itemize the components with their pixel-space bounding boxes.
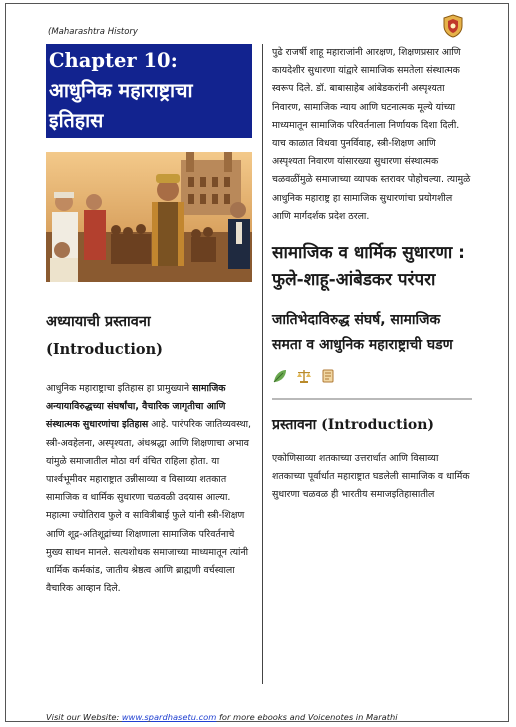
- intro-paragraph: [46, 380, 252, 598]
- intro-text-segment: आधुनिक महाराष्ट्राचा इतिहास हा प्रामुख्याने: [46, 383, 193, 394]
- prastavana-heading-marathi: प्रस्तावना: [272, 417, 317, 434]
- intro-text-bold: सामाजिक अन्यायाविरुद्धच्या संघर्षांचा, वैचारिक जागृतीचा आणि संस्थात्मक सुधारणांचा इतिहास: [46, 383, 226, 431]
- heading-icons: [272, 368, 472, 384]
- running-head: (Maharashtra History: [48, 27, 138, 37]
- footer-suffix: for more ebooks and Voicenotes in Marathi: [216, 712, 398, 722]
- intro-text-segment: आहे. पारंपरिक जातिव्यवस्था, स्त्री-अवहेलना, अस्पृश्यता, अंधश्रद्धा आणि शिक्षणाचा अभाव यांमुळे समाजातील मोठा वर्ग वंचित राहिला होता. या पार्श्वभूमीवर महाराष्ट्रात उन्नीसाव्या व विसाव्या शतकात सामाजिक व धार्मिक सुधारणा चळवळी उदयास आल्या. महात्मा ज्योतिराव फुले व सावित्रीबाई फुले यांनी स्त्री-शिक्षण आणि शूद्र-अतिशूद्रांच्या शिक्षणाला सामाजिक परिवर्तनाचे मुख्य साधन मानले. सत्यशोधक समाजाच्या माध्यमातून त्यांनी धार्मिक कर्मकांड, जातीय श्रेष्ठत्व आणि ब्राह्मणी वर्चस्वाला वैचारिक आव्हान दिले.: [46, 419, 251, 595]
- prastavana-heading-english: (Introduction): [321, 417, 435, 434]
- publisher-logo: [440, 13, 466, 39]
- prastavana-paragraph: एकोणिसाव्या शतकाच्या उत्तरार्धात आणि विसाव्या शतकाच्या पूर्वार्धात महाराष्ट्रात घडलेली सामाजिक व धार्मिक सुधारणा चळवळ ही भारतीय समाजइतिहासातील: [272, 453, 470, 501]
- intro-heading: [46, 308, 252, 364]
- chapter-title-line: Chapter 10:: [49, 49, 178, 72]
- footer-prefix: Visit our Website:: [46, 712, 122, 722]
- continuation-paragraph: पुढे राजर्षी शाहू महाराजांनी आरक्षण, शिक्षणप्रसार आणि कायदेशीर सुधारणा यांद्वारे सामाजिक समतेला संस्थात्मक स्वरूप दिले. डॉ. बाबासाहेब आंबेडकरांनी अस्पृश्यता निवारण, सामाजिक न्याय आणि घटनात्मक मूल्ये यांच्या माध्यमातून सामाजिक परिवर्तनाला निर्णायक दिशा दिली. याच काळात विधवा पुनर्विवाह, स्त्री-शिक्षण आणि अस्पृश्यता निवारण यांसारख्या सुधारणा संस्थात्मक चळवळींमुळे समाजाच्या व्यापक स्तरावर पोहोचल्या. त्यामुळे आधुनिक महाराष्ट्र हा सामाजिक सुधारणांचा प्रयोगशील आणि मार्गदर्शक प्रदेश ठरला.: [272, 47, 471, 222]
- right-column: [272, 44, 472, 505]
- sub-heading: जातिभेदाविरुद्ध संघर्ष, सामाजिक समता व आधुनिक महाराष्ट्राची घडण: [272, 312, 453, 354]
- footer: [46, 712, 398, 722]
- leaf-icon: [272, 368, 288, 384]
- left-column: [46, 44, 252, 598]
- intro-heading-english: (Introduction): [46, 341, 163, 358]
- chapter-illustration: [46, 152, 252, 282]
- section-heading: सामाजिक व धार्मिक सुधारणा : फुले-शाहू-आंबेडकर परंपरा: [272, 243, 465, 291]
- scales-icon: [296, 368, 312, 384]
- scroll-icon: [320, 368, 336, 384]
- prastavana-heading: [272, 414, 472, 436]
- chapter-title-line: इतिहास: [49, 109, 104, 132]
- column-divider: [262, 44, 263, 684]
- website-link[interactable]: www.spardhasetu.com: [121, 712, 217, 722]
- chapter-title-line: आधुनिक महाराष्ट्राचा: [49, 79, 193, 102]
- intro-heading-marathi: अध्यायाची प्रस्तावना: [46, 314, 151, 330]
- section-rule: [272, 398, 472, 400]
- chapter-title: [46, 44, 252, 138]
